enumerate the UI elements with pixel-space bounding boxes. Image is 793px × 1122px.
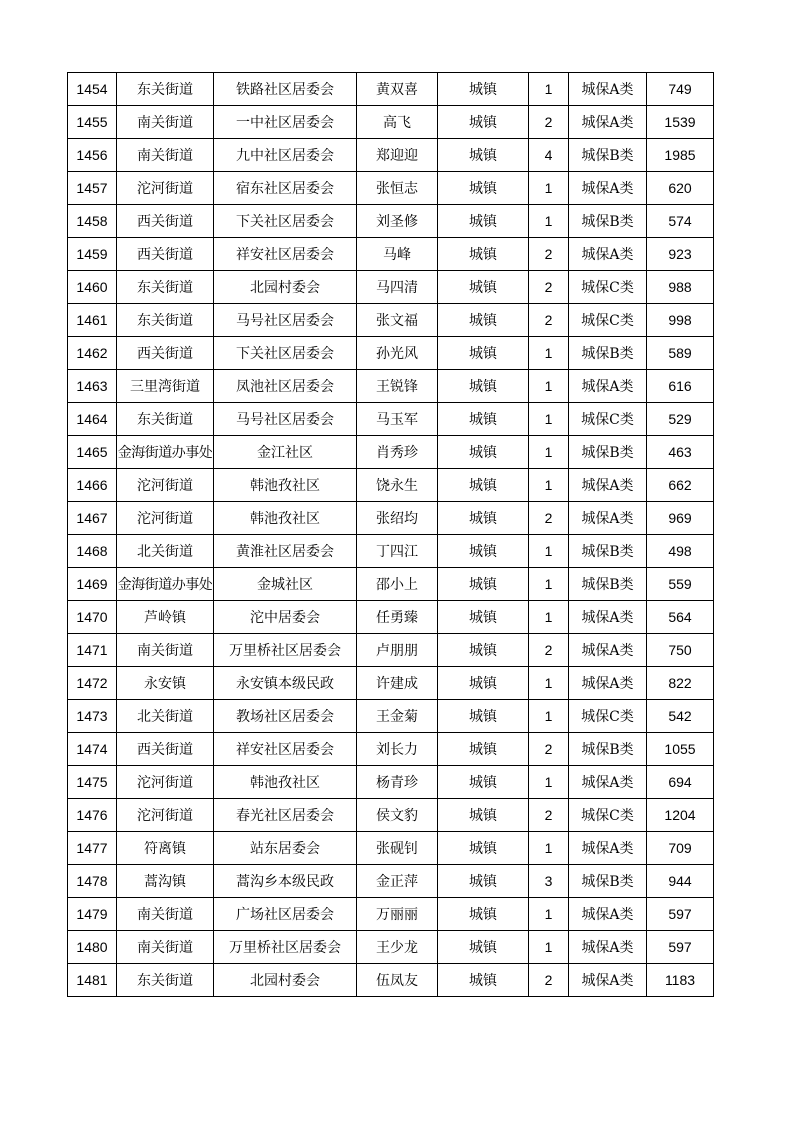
person-name-cell: 孙光风 [357, 337, 438, 370]
household-type-cell: 城镇 [438, 106, 529, 139]
amount-cell: 1055 [647, 733, 714, 766]
person-name-cell: 丁四江 [357, 535, 438, 568]
amount-cell: 822 [647, 667, 714, 700]
member-count-cell: 1 [529, 766, 569, 799]
household-type-cell: 城镇 [438, 832, 529, 865]
member-count-cell: 1 [529, 73, 569, 106]
table-row [68, 832, 714, 865]
row-index-cell: 1481 [68, 964, 117, 997]
person-name-cell: 马峰 [357, 238, 438, 271]
person-name-cell: 饶永生 [357, 469, 438, 502]
member-count-cell: 2 [529, 634, 569, 667]
benefit-category-cell: 城保C类 [569, 799, 647, 832]
benefit-category-cell: 城保A类 [569, 931, 647, 964]
table-row [68, 370, 714, 403]
benefit-category-cell: 城保C类 [569, 304, 647, 337]
household-type-cell: 城镇 [438, 733, 529, 766]
amount-cell: 559 [647, 568, 714, 601]
person-name-cell: 张文福 [357, 304, 438, 337]
street-office-cell: 沱河街道 [117, 469, 214, 502]
row-index-cell: 1467 [68, 502, 117, 535]
table-row [68, 403, 714, 436]
community-cell: 祥安社区居委会 [214, 238, 357, 271]
table-body [68, 73, 714, 997]
community-cell: 金江社区 [214, 436, 357, 469]
community-cell: 韩池孜社区 [214, 502, 357, 535]
street-office-cell: 西关街道 [117, 205, 214, 238]
row-index-cell: 1473 [68, 700, 117, 733]
community-cell: 韩池孜社区 [214, 469, 357, 502]
table-row [68, 700, 714, 733]
member-count-cell: 1 [529, 931, 569, 964]
row-index-cell: 1479 [68, 898, 117, 931]
person-name-cell: 张绍均 [357, 502, 438, 535]
benefit-category-cell: 城保B类 [569, 733, 647, 766]
person-name-cell: 金正萍 [357, 865, 438, 898]
member-count-cell: 1 [529, 469, 569, 502]
benefit-category-cell: 城保A类 [569, 601, 647, 634]
row-index-cell: 1470 [68, 601, 117, 634]
row-index-cell: 1476 [68, 799, 117, 832]
row-index-cell: 1459 [68, 238, 117, 271]
street-office-cell: 金海街道办事处 [117, 568, 214, 601]
amount-cell: 1204 [647, 799, 714, 832]
member-count-cell: 1 [529, 205, 569, 238]
community-cell: 韩池孜社区 [214, 766, 357, 799]
table-row [68, 304, 714, 337]
household-type-cell: 城镇 [438, 73, 529, 106]
person-name-cell: 伍凤友 [357, 964, 438, 997]
community-cell: 九中社区居委会 [214, 139, 357, 172]
member-count-cell: 1 [529, 601, 569, 634]
benefit-category-cell: 城保A类 [569, 172, 647, 205]
household-type-cell: 城镇 [438, 436, 529, 469]
row-index-cell: 1461 [68, 304, 117, 337]
row-index-cell: 1465 [68, 436, 117, 469]
person-name-cell: 王少龙 [357, 931, 438, 964]
member-count-cell: 1 [529, 535, 569, 568]
member-count-cell: 1 [529, 898, 569, 931]
community-cell: 祥安社区居委会 [214, 733, 357, 766]
household-type-cell: 城镇 [438, 172, 529, 205]
benefit-category-cell: 城保A类 [569, 634, 647, 667]
street-office-cell: 北关街道 [117, 700, 214, 733]
street-office-cell: 永安镇 [117, 667, 214, 700]
amount-cell: 589 [647, 337, 714, 370]
benefit-category-cell: 城保A类 [569, 964, 647, 997]
table-row [68, 667, 714, 700]
table-row [68, 436, 714, 469]
benefit-category-cell: 城保C类 [569, 403, 647, 436]
table-row [68, 964, 714, 997]
person-name-cell: 王金菊 [357, 700, 438, 733]
street-office-cell: 蒿沟镇 [117, 865, 214, 898]
household-type-cell: 城镇 [438, 634, 529, 667]
member-count-cell: 2 [529, 733, 569, 766]
person-name-cell: 郑迎迎 [357, 139, 438, 172]
row-index-cell: 1457 [68, 172, 117, 205]
street-office-cell: 芦岭镇 [117, 601, 214, 634]
benefit-category-cell: 城保C类 [569, 271, 647, 304]
amount-cell: 542 [647, 700, 714, 733]
person-name-cell: 肖秀珍 [357, 436, 438, 469]
member-count-cell: 2 [529, 799, 569, 832]
member-count-cell: 2 [529, 304, 569, 337]
benefit-category-cell: 城保B类 [569, 865, 647, 898]
street-office-cell: 东关街道 [117, 73, 214, 106]
amount-cell: 969 [647, 502, 714, 535]
table-row [68, 931, 714, 964]
community-cell: 万里桥社区居委会 [214, 931, 357, 964]
street-office-cell: 三里湾街道 [117, 370, 214, 403]
amount-cell: 694 [647, 766, 714, 799]
table-row [68, 601, 714, 634]
community-cell: 一中社区居委会 [214, 106, 357, 139]
row-index-cell: 1468 [68, 535, 117, 568]
benefit-category-cell: 城保A类 [569, 469, 647, 502]
street-office-cell: 金海街道办事处 [117, 436, 214, 469]
household-type-cell: 城镇 [438, 139, 529, 172]
household-type-cell: 城镇 [438, 403, 529, 436]
relief-roster-table [67, 72, 714, 997]
member-count-cell: 4 [529, 139, 569, 172]
amount-cell: 750 [647, 634, 714, 667]
row-index-cell: 1464 [68, 403, 117, 436]
benefit-category-cell: 城保A类 [569, 766, 647, 799]
amount-cell: 662 [647, 469, 714, 502]
street-office-cell: 南关街道 [117, 139, 214, 172]
table-row [68, 568, 714, 601]
table-row [68, 733, 714, 766]
row-index-cell: 1477 [68, 832, 117, 865]
household-type-cell: 城镇 [438, 238, 529, 271]
member-count-cell: 2 [529, 271, 569, 304]
person-name-cell: 马玉军 [357, 403, 438, 436]
member-count-cell: 1 [529, 568, 569, 601]
benefit-category-cell: 城保A类 [569, 898, 647, 931]
household-type-cell: 城镇 [438, 304, 529, 337]
street-office-cell: 东关街道 [117, 403, 214, 436]
community-cell: 下关社区居委会 [214, 205, 357, 238]
community-cell: 广场社区居委会 [214, 898, 357, 931]
community-cell: 下关社区居委会 [214, 337, 357, 370]
community-cell: 宿东社区居委会 [214, 172, 357, 205]
street-office-cell: 沱河街道 [117, 799, 214, 832]
amount-cell: 988 [647, 271, 714, 304]
person-name-cell: 张恒志 [357, 172, 438, 205]
row-index-cell: 1474 [68, 733, 117, 766]
table-row [68, 766, 714, 799]
person-name-cell: 任勇臻 [357, 601, 438, 634]
street-office-cell: 西关街道 [117, 733, 214, 766]
person-name-cell: 王锐锋 [357, 370, 438, 403]
person-name-cell: 侯文豹 [357, 799, 438, 832]
amount-cell: 597 [647, 898, 714, 931]
row-index-cell: 1466 [68, 469, 117, 502]
household-type-cell: 城镇 [438, 469, 529, 502]
household-type-cell: 城镇 [438, 370, 529, 403]
table-row [68, 238, 714, 271]
member-count-cell: 2 [529, 238, 569, 271]
community-cell: 万里桥社区居委会 [214, 634, 357, 667]
table-row [68, 634, 714, 667]
amount-cell: 1539 [647, 106, 714, 139]
member-count-cell: 1 [529, 832, 569, 865]
benefit-category-cell: 城保A类 [569, 238, 647, 271]
member-count-cell: 2 [529, 502, 569, 535]
benefit-category-cell: 城保B类 [569, 205, 647, 238]
member-count-cell: 1 [529, 172, 569, 205]
benefit-category-cell: 城保A类 [569, 106, 647, 139]
street-office-cell: 东关街道 [117, 304, 214, 337]
benefit-category-cell: 城保B类 [569, 568, 647, 601]
amount-cell: 529 [647, 403, 714, 436]
street-office-cell: 西关街道 [117, 337, 214, 370]
row-index-cell: 1469 [68, 568, 117, 601]
table-row [68, 865, 714, 898]
person-name-cell: 许建成 [357, 667, 438, 700]
street-office-cell: 沱河街道 [117, 172, 214, 205]
amount-cell: 574 [647, 205, 714, 238]
member-count-cell: 1 [529, 667, 569, 700]
table-row [68, 898, 714, 931]
street-office-cell: 东关街道 [117, 271, 214, 304]
street-office-cell: 沱河街道 [117, 766, 214, 799]
row-index-cell: 1460 [68, 271, 117, 304]
household-type-cell: 城镇 [438, 799, 529, 832]
member-count-cell: 1 [529, 403, 569, 436]
community-cell: 沱中居委会 [214, 601, 357, 634]
household-type-cell: 城镇 [438, 700, 529, 733]
benefit-category-cell: 城保B类 [569, 337, 647, 370]
community-cell: 永安镇本级民政 [214, 667, 357, 700]
community-cell: 铁路社区居委会 [214, 73, 357, 106]
street-office-cell: 西关街道 [117, 238, 214, 271]
amount-cell: 616 [647, 370, 714, 403]
amount-cell: 749 [647, 73, 714, 106]
household-type-cell: 城镇 [438, 502, 529, 535]
household-type-cell: 城镇 [438, 568, 529, 601]
household-type-cell: 城镇 [438, 964, 529, 997]
community-cell: 金城社区 [214, 568, 357, 601]
benefit-category-cell: 城保A类 [569, 370, 647, 403]
member-count-cell: 1 [529, 700, 569, 733]
community-cell: 北园村委会 [214, 964, 357, 997]
amount-cell: 463 [647, 436, 714, 469]
street-office-cell: 东关街道 [117, 964, 214, 997]
benefit-category-cell: 城保B类 [569, 139, 647, 172]
member-count-cell: 2 [529, 106, 569, 139]
amount-cell: 944 [647, 865, 714, 898]
member-count-cell: 2 [529, 964, 569, 997]
table-row [68, 799, 714, 832]
row-index-cell: 1454 [68, 73, 117, 106]
household-type-cell: 城镇 [438, 931, 529, 964]
table-row [68, 172, 714, 205]
street-office-cell: 南关街道 [117, 634, 214, 667]
table-row [68, 106, 714, 139]
person-name-cell: 杨青珍 [357, 766, 438, 799]
amount-cell: 1985 [647, 139, 714, 172]
row-index-cell: 1480 [68, 931, 117, 964]
table-row [68, 73, 714, 106]
person-name-cell: 高飞 [357, 106, 438, 139]
household-type-cell: 城镇 [438, 865, 529, 898]
table-row [68, 205, 714, 238]
table-row [68, 502, 714, 535]
amount-cell: 564 [647, 601, 714, 634]
street-office-cell: 北关街道 [117, 535, 214, 568]
street-office-cell: 南关街道 [117, 931, 214, 964]
person-name-cell: 刘圣修 [357, 205, 438, 238]
person-name-cell: 刘长力 [357, 733, 438, 766]
member-count-cell: 1 [529, 436, 569, 469]
community-cell: 春光社区居委会 [214, 799, 357, 832]
street-office-cell: 沱河街道 [117, 502, 214, 535]
benefit-category-cell: 城保A类 [569, 73, 647, 106]
street-office-cell: 南关街道 [117, 898, 214, 931]
household-type-cell: 城镇 [438, 766, 529, 799]
person-name-cell: 卢朋朋 [357, 634, 438, 667]
amount-cell: 597 [647, 931, 714, 964]
person-name-cell: 马四清 [357, 271, 438, 304]
benefit-category-cell: 城保B类 [569, 535, 647, 568]
amount-cell: 923 [647, 238, 714, 271]
member-count-cell: 1 [529, 370, 569, 403]
row-index-cell: 1455 [68, 106, 117, 139]
row-index-cell: 1458 [68, 205, 117, 238]
row-index-cell: 1462 [68, 337, 117, 370]
amount-cell: 709 [647, 832, 714, 865]
benefit-category-cell: 城保B类 [569, 436, 647, 469]
row-index-cell: 1475 [68, 766, 117, 799]
household-type-cell: 城镇 [438, 337, 529, 370]
person-name-cell: 黄双喜 [357, 73, 438, 106]
table-row [68, 469, 714, 502]
community-cell: 蒿沟乡本级民政 [214, 865, 357, 898]
row-index-cell: 1456 [68, 139, 117, 172]
row-index-cell: 1471 [68, 634, 117, 667]
community-cell: 北园村委会 [214, 271, 357, 304]
community-cell: 黄淮社区居委会 [214, 535, 357, 568]
table-row [68, 337, 714, 370]
community-cell: 马号社区居委会 [214, 403, 357, 436]
row-index-cell: 1463 [68, 370, 117, 403]
row-index-cell: 1478 [68, 865, 117, 898]
benefit-category-cell: 城保A类 [569, 832, 647, 865]
community-cell: 马号社区居委会 [214, 304, 357, 337]
table-row [68, 535, 714, 568]
row-index-cell: 1472 [68, 667, 117, 700]
benefit-category-cell: 城保C类 [569, 700, 647, 733]
person-name-cell: 张砚钊 [357, 832, 438, 865]
household-type-cell: 城镇 [438, 898, 529, 931]
member-count-cell: 3 [529, 865, 569, 898]
benefit-category-cell: 城保A类 [569, 502, 647, 535]
household-type-cell: 城镇 [438, 205, 529, 238]
household-type-cell: 城镇 [438, 535, 529, 568]
household-type-cell: 城镇 [438, 271, 529, 304]
amount-cell: 998 [647, 304, 714, 337]
street-office-cell: 符离镇 [117, 832, 214, 865]
amount-cell: 1183 [647, 964, 714, 997]
member-count-cell: 1 [529, 337, 569, 370]
amount-cell: 620 [647, 172, 714, 205]
household-type-cell: 城镇 [438, 667, 529, 700]
table-row [68, 271, 714, 304]
person-name-cell: 万丽丽 [357, 898, 438, 931]
benefit-category-cell: 城保A类 [569, 667, 647, 700]
street-office-cell: 南关街道 [117, 106, 214, 139]
community-cell: 站东居委会 [214, 832, 357, 865]
person-name-cell: 邵小上 [357, 568, 438, 601]
table-row [68, 139, 714, 172]
community-cell: 教场社区居委会 [214, 700, 357, 733]
community-cell: 凤池社区居委会 [214, 370, 357, 403]
amount-cell: 498 [647, 535, 714, 568]
household-type-cell: 城镇 [438, 601, 529, 634]
